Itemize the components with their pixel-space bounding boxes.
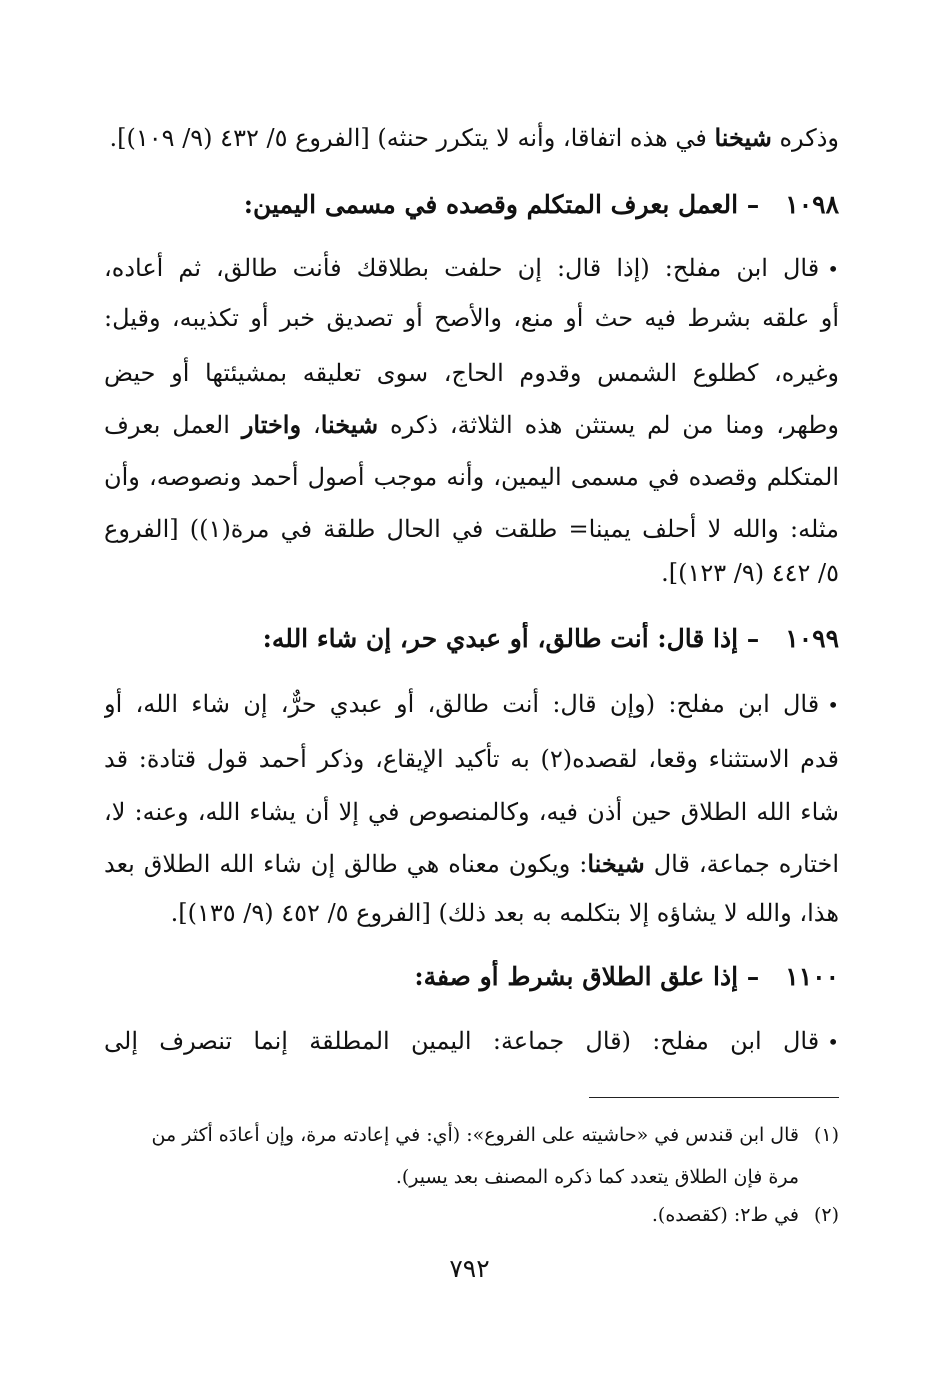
text-line <box>104 847 839 881</box>
bold-term: شيخنا <box>320 410 379 439</box>
footnote-1-continued <box>104 1163 799 1191</box>
text-line <box>104 251 839 286</box>
intro-line <box>104 121 839 155</box>
section-dash: – <box>746 190 760 219</box>
text-line <box>104 795 839 829</box>
text-line-content: قدم الاستثناء وقعا، لقصده(٢) به تأكيد الإيقاع، وذكر أحمد قول قتادة: قد <box>104 745 839 773</box>
text-line-content: وطهر، ومنا من لم يستثن هذه الثلاثة، ذكره شيخنا، واختار العمل بعرف <box>104 410 839 439</box>
text-line-content: مثله: والله لا أحلف يمينا= طلقت في الحال طلقة في مرة(١)) [الفروع <box>104 515 839 543</box>
footnote-divider <box>589 1097 839 1098</box>
footnote-2 <box>104 1201 839 1229</box>
intro-text: وذكره شيخنا في هذه اتفاقا، وأنه لا يتكرر حنثه) [الفروع ٥/ ٤٣٢ (٩/ ١٠٩)]. <box>109 123 839 152</box>
section-dash: – <box>746 624 760 653</box>
footnote-text: في ط٢: (كقصده). <box>651 1204 799 1226</box>
footnote-mark: (١) <box>813 1124 839 1146</box>
bullet-icon: • <box>827 257 839 281</box>
text-line <box>104 742 839 776</box>
text-line-content: قال ابن مفلح: (وإن قال: أنت طالق، أو عبدي حرٌّ، إن شاء الله، أو <box>104 690 820 718</box>
bullet-icon: • <box>827 693 839 717</box>
section-heading-1100 <box>104 960 839 994</box>
text-line <box>104 460 839 494</box>
bold-term: شيخنا <box>714 123 772 152</box>
section-number: ١٠٩٩ <box>785 624 839 653</box>
section-heading-1099 <box>104 622 839 656</box>
section-number: ١٠٩٨ <box>785 190 839 219</box>
bold-term: واختار <box>241 410 302 439</box>
text-line-content: شاء الله الطلاق حين أذن فيه، وكالمنصوص في إلا أن يشاء الله، وعنه: لا، <box>104 798 839 826</box>
text-line-content: وغيره، كطلوع الشمس وقدوم الحاج، سوى تعليقه بمشيئتها أو حيض <box>104 359 839 387</box>
text-line-content: ٥/ ٤٤٢ (٩/ ١٢٣)]. <box>661 559 839 587</box>
text-line-content: المتكلم وقصده في مسمى اليمين، وأنه موجب أصول أحمد ونصوصه، وأن <box>104 463 839 491</box>
text-line <box>104 356 839 390</box>
section-title: إذا علق الطلاق بشرط أو صفة: <box>414 962 739 991</box>
text-line <box>104 408 839 442</box>
text-line-content: أو علقه بشرط فيه حث أو منع، والأصح أو تصديق خبر أو تكذيبه، وقيل: <box>104 304 839 332</box>
footnote-text: قال ابن قندس في «حاشيته على الفروع»: (أي: في إعادته مرة، وإن أعادَه أكثر من <box>151 1124 799 1146</box>
text-line-content: هذا، والله لا يشاؤه إلا بتكلمه به بعد ذلك) [الفروع ٥/ ٤٥٢ (٩/ ١٣٥)]. <box>170 899 839 927</box>
footnote-1 <box>104 1121 839 1149</box>
section-heading-1098 <box>104 188 839 222</box>
section-title: إذا قال: أنت طالق، أو عبدي حر، إن شاء الله: <box>262 624 739 653</box>
section-dash: – <box>746 962 760 991</box>
footnote-text: مرة فإن الطلاق يتعدد كما ذكره المصنف بعد يسير). <box>395 1166 799 1188</box>
text-line-content: قال ابن مفلح: (إذا قال: إن حلفت بطلاقك فأنت طالق، ثم أعاده، <box>104 254 820 282</box>
bullet-icon: • <box>827 1030 839 1054</box>
page-number: ٧٩٢ <box>449 1254 490 1283</box>
text-line <box>104 1024 839 1059</box>
bold-term: شيخنا <box>587 849 645 878</box>
text-line <box>104 556 839 590</box>
section-title: العمل بعرف المتكلم وقصده في مسمى اليمين: <box>243 190 739 219</box>
text-line <box>104 896 839 930</box>
text-line <box>104 301 839 335</box>
text-line-content: قال ابن مفلح: (قال جماعة: اليمين المطلقة إنما تنصرف إلى <box>104 1027 820 1055</box>
text-line <box>104 512 839 546</box>
text-line <box>104 687 839 722</box>
text-line-content: اختاره جماعة، قال شيخنا: ويكون معناه هي طالق إن شاء الله الطلاق بعد <box>104 849 839 878</box>
footnote-mark: (٢) <box>813 1204 839 1226</box>
section-number: ١١٠٠ <box>785 962 839 991</box>
